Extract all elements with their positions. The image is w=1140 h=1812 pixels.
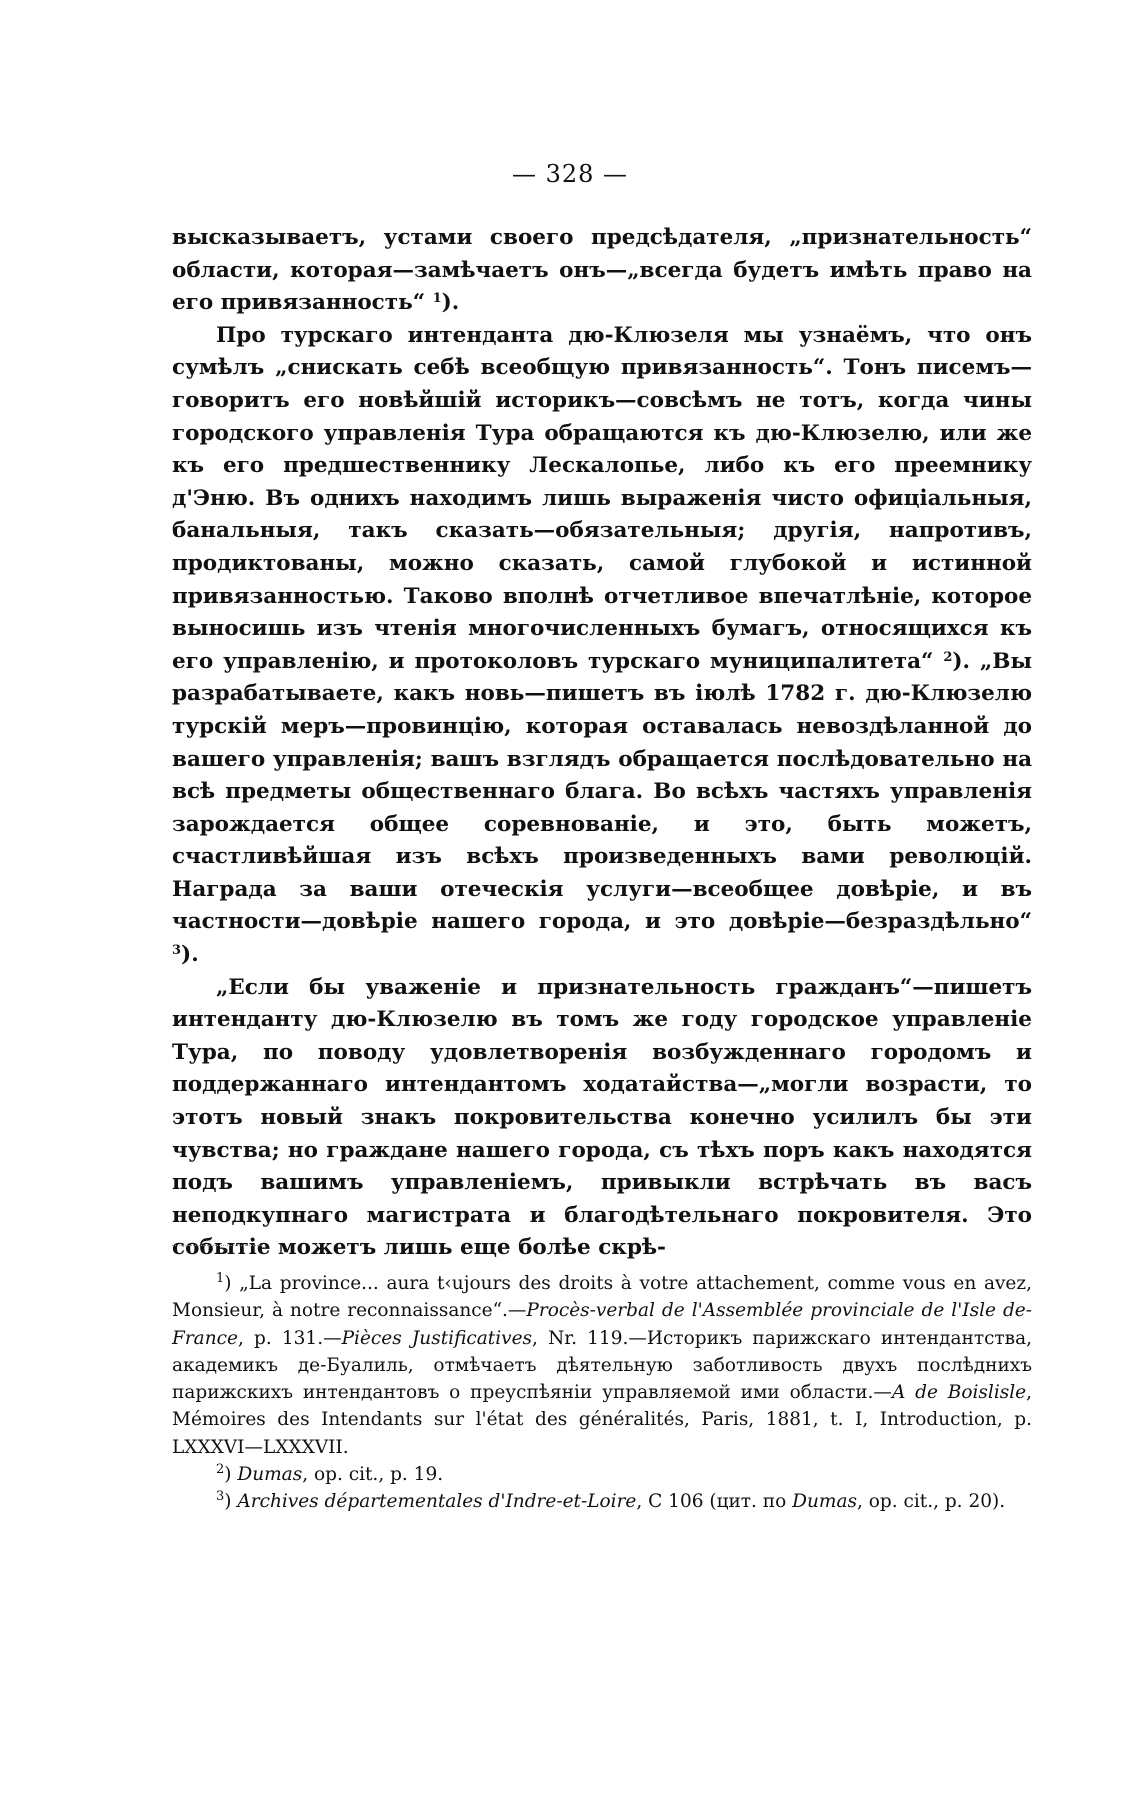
footnote-1-text-d: , Mémoires des Intendants sur l'état des généralités, Paris, 1881, t. I, Introduction, p. LXXXVI—LXXXVII. (172, 1382, 1032, 1458)
paragraph-2-text-b: ). „Вы разрабатываете, какъ новь—пишетъ въ іюлѣ 1782 г. дю-Клюзелю турскій меръ—провинцію, которая оставалась невоздѣланной до вашего управленія; вашъ взглядъ обращается послѣдовательно на всѣ предметы общественнаго блага. Во всѣхъ частяхъ управленія зарождается общее соревнованіе, и это, быть можетъ, счастливѣйшая изъ всѣхъ произведенныхъ вами революцій. Награда за ваши отеческія услуги—всеобщее довѣріе, и въ частности—довѣріе нашего города, и это довѣріе—безраздѣльно“ (172, 648, 1033, 935)
footnote-2-mark: 2 (216, 1462, 225, 1478)
footnote-3-text-b: , C 106 (цит. по (636, 1491, 793, 1513)
paragraph-1-text: высказываетъ, устами своего предсѣдателя, „признательность“ области, которая—замѣчаетъ онъ—„всегда будетъ имѣть право на его привязанность“ (172, 225, 1032, 316)
footnote-3-text-a: ) (224, 1491, 238, 1513)
page-number: — 328 — (511, 160, 629, 188)
footnote-1-text-a: ) „La province... aura t‹ujours des droits à votre attachement, comme vous en avez, Monsieur, à notre reconnaissance“.— (172, 1273, 1032, 1322)
footnote-3-source: Archives départementales d'Indre-et-Loire (237, 1491, 637, 1513)
footnote-ref-2[interactable]: 2 (943, 649, 953, 665)
footnote-2-author: Dumas (237, 1464, 303, 1486)
footnote-3-text-c: , op. cit., p. 20). (856, 1491, 1006, 1513)
paragraph-3: „Если бы уваженіе и признательность гражданъ“—пишетъ интенданту дю-Клюзелю въ томъ же году городское управленіе Тура, по поводу удовлетворенія возбужденнаго городомъ и поддержаннаго интендантомъ ходатайства—„могли возрасти, то этотъ новый знакъ покровительства конечно усилилъ бы эти чувства; но граждане нашего города, съ тѣхъ поръ какъ находятся подъ вашимъ управленіемъ, привыкли встрѣчать въ васъ неподкупнаго магистрата и благодѣтельнаго покровителя. Это событіе можетъ лишь еще болѣе скрѣ- (172, 974, 1032, 1261)
footnote-1-title-b: Pièces Justificatives (341, 1327, 533, 1349)
paragraph-1 (172, 222, 1032, 320)
footnotes (172, 1270, 1032, 1516)
paragraph-2 (172, 320, 1032, 972)
footnote-1-author: A de Boislisle (891, 1382, 1027, 1404)
footnote-1 (172, 1270, 1032, 1461)
footnote-3-author: Dumas (792, 1491, 857, 1513)
paragraph-1-tail: ). (441, 290, 460, 316)
footnote-2-text-b: , op. cit., p. 19. (302, 1464, 444, 1486)
footnote-3 (172, 1488, 1032, 1515)
footnote-separator (172, 1245, 262, 1246)
paragraph-2-text-a: Про турскаго интенданта дю-Клюзеля мы узнаёмъ, что онъ сумѣлъ „снискать себѣ всеобщую привязанность“. Тонъ писемъ—говоритъ его новѣйшій историкъ—совсѣмъ не тотъ, когда чины городского управленія Тура обращаются къ дю-Клюзелю, или же къ его предшественнику Лескалопье, либо къ его преемнику д'Эню. Въ однихъ находимъ лишь выраженія чисто офиціальныя, банальныя, такъ сказать—обязательныя; другія, напротивъ, продиктованы, можно сказать, самой глубокой и истинной привязанностью. Таково вполнѣ отчетливое впечатлѣніе, которое выносишь изъ чтенія многочисленныхъ бумагъ, относящихся къ его управленію, и протоколовъ турскаго муниципалитета“ (172, 322, 1032, 674)
footnote-2-text-a: ) (224, 1464, 238, 1486)
main-text (172, 222, 1032, 1265)
footnote-ref-1[interactable]: 1 (432, 291, 442, 307)
footnote-1-text-b: , p. 131.— (237, 1327, 342, 1349)
footnote-2 (172, 1461, 1032, 1488)
footnote-1-text-c: , Nr. 119.—Историкъ парижскаго интендантства, академикъ де-Буалиль, отмѣчаетъ дѣятельную заботливость двухъ послѣднихъ парижскихъ интендантовъ о преуспѣяніи управляемой ими области.— (172, 1327, 1032, 1404)
footnote-3-mark: 3 (216, 1489, 225, 1505)
footnote-1-mark: 1 (216, 1271, 225, 1286)
footnote-ref-3[interactable]: 3 (172, 943, 182, 959)
footnote-1-title-a: Procès-verbal de l'Assemblée provinciale de l'Isle de-France (172, 1300, 1032, 1349)
paragraph-2-tail: ). (181, 942, 199, 968)
